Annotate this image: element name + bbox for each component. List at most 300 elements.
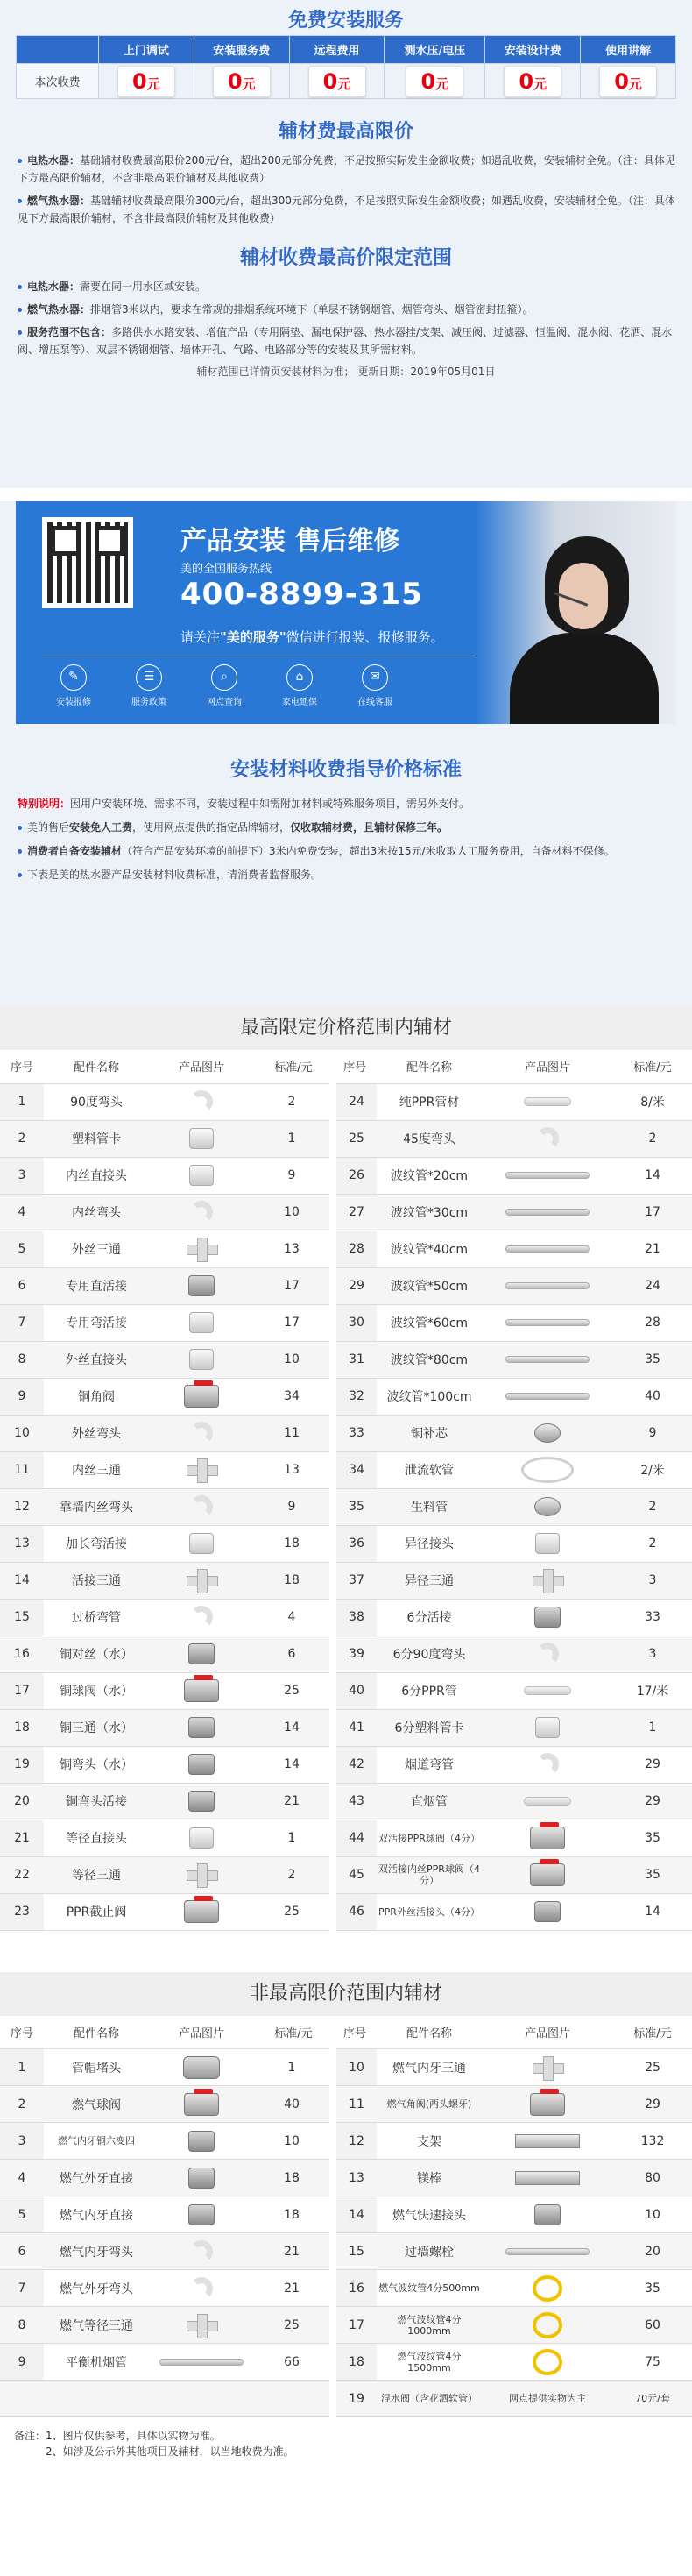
guide-special-label: 特别说明：: [18, 798, 71, 810]
zero-price: 0元: [117, 66, 175, 97]
footnote-line: 2、如涉及公示外其他项目及辅材，以当地收费为准。: [46, 2445, 294, 2458]
product-metal-icon: [188, 2168, 215, 2189]
item-number: 44: [333, 1820, 377, 1856]
item-number: 6: [0, 1267, 44, 1304]
guide-item: [16, 819, 676, 837]
item-name: 双活接内丝PPR球阀（4分）: [377, 1856, 482, 1893]
table-row: [0, 2196, 692, 2233]
product-tee-icon: [533, 2056, 562, 2079]
table-header-cell: 产品图片: [482, 2016, 613, 2049]
item-name: 铜补芯: [377, 1415, 482, 1451]
item-number: 2: [0, 2086, 44, 2123]
item-price: 1: [613, 1709, 692, 1746]
table2-title: 非最高限价范围内辅材: [0, 1972, 692, 2016]
product-pic-text: 网点提供实物为主: [509, 2393, 586, 2404]
table-row: [0, 1636, 692, 1672]
zero-unit: 元: [242, 75, 256, 92]
item-price: 24: [613, 1267, 692, 1304]
table-header-cell: 序号: [0, 2016, 44, 2049]
product-elbow-icon: [190, 2277, 213, 2300]
fee-value-cell: [99, 64, 194, 99]
bullet-dot-icon: [18, 826, 22, 830]
banner-icon-item[interactable]: [117, 664, 180, 707]
empty-cell: [44, 2381, 149, 2417]
product-elbow-icon: [536, 1753, 559, 1776]
fee-value-cell: [485, 64, 581, 99]
aux-scope-item: [16, 323, 676, 358]
table-header-cell: 配件名称: [377, 1050, 482, 1083]
item-price: 10: [254, 2123, 333, 2160]
guide-item-bold2: 仅收取辅材费，且辅材保修三年。: [290, 821, 448, 834]
item-number: 37: [333, 1562, 377, 1599]
item-price: 13: [254, 1451, 333, 1488]
table-row: [0, 1746, 692, 1783]
table-header-cell: 配件名称: [377, 2016, 482, 2049]
guide-item-text: （符合产品安装环境的前提下）3米内免费安装，超出3米按15元/米收取人工服务费用，自备材料不保修。: [122, 845, 615, 857]
service-icon: ⌕: [211, 664, 237, 691]
fee-header-cell: 测水压/电压: [385, 36, 485, 64]
bullet-dot-icon: [18, 285, 22, 289]
item-number: 2: [0, 1120, 44, 1157]
item-number: 41: [333, 1709, 377, 1746]
aux-max-item-text: 基础辅材收费最高限价200元/台，超出200元部分免费，不足按照实际发生金额收费；如遇乱收费，安装辅材全免。（注：具体见下方最高限价辅材，不含非最高限价辅材及其他收费）: [18, 154, 675, 184]
table-row: [0, 1893, 692, 1930]
table-row: [0, 1562, 692, 1599]
item-name: 内丝弯头: [44, 1194, 149, 1231]
item-price: 21: [254, 1783, 333, 1820]
item-price: 29: [613, 1783, 692, 1820]
banner-icon-label: 安装报修: [56, 698, 91, 707]
guide-section: [0, 749, 692, 1006]
item-price: 18: [254, 1525, 333, 1562]
item-name: 管帽堵头: [44, 2049, 149, 2086]
item-name: 内丝三通: [44, 1451, 149, 1488]
item-number: 5: [0, 1231, 44, 1267]
item-picture: [149, 1856, 254, 1893]
item-name: 波纹管*40cm: [377, 1231, 482, 1267]
item-name: 支架: [377, 2123, 482, 2160]
item-picture: [149, 1636, 254, 1672]
item-number: 10: [0, 1415, 44, 1451]
table-header-cell: 产品图片: [149, 2016, 254, 2049]
item-picture: [149, 1341, 254, 1378]
item-picture: [482, 1267, 613, 1304]
table-row: [0, 1341, 692, 1378]
product-elbow-icon: [190, 2240, 213, 2263]
table-row: [0, 1709, 692, 1746]
fee-row-label: 本次收费: [17, 64, 99, 99]
item-picture: [149, 2160, 254, 2196]
zero-price: 0元: [599, 66, 657, 97]
bullet-dot-icon: [18, 849, 22, 854]
footnotes: [0, 2417, 692, 2470]
item-number: 5: [0, 2196, 44, 2233]
product-elbow-icon: [190, 1422, 213, 1444]
item-name: 波纹管*50cm: [377, 1267, 482, 1304]
item-number: 46: [333, 1893, 377, 1930]
item-name: 靠墙内丝弯头: [44, 1488, 149, 1525]
service-icon: ✉: [362, 664, 388, 691]
item-price: 1: [254, 2049, 333, 2086]
item-number: 40: [333, 1672, 377, 1709]
aux-scope-item-text: 多路供水水路安装、增值产品（专用隔垫、漏电保护器、热水器挂/支架、减压阀、过滤器、恒温阀、混水阀、花洒、混水阀、增压泵等）、双层不锈钢烟管、墙体开孔、气路、电路部分等的安装及其所需材料。: [18, 326, 673, 356]
item-price: 13: [254, 1231, 333, 1267]
item-number: 9: [0, 2344, 44, 2381]
table-row: [0, 2344, 692, 2381]
item-picture: [149, 2307, 254, 2344]
item-picture: [482, 2086, 613, 2123]
item-price: 10: [613, 2196, 692, 2233]
product-elbow-icon: [536, 1127, 559, 1150]
item-name: 45度弯头: [377, 1120, 482, 1157]
product-valve-icon: [184, 2093, 219, 2116]
product-pipe-long-icon: [159, 2359, 244, 2366]
item-picture: [149, 1709, 254, 1746]
aux-max-item-label: 电热水器：: [27, 154, 81, 167]
item-number: 7: [0, 2270, 44, 2307]
item-name: 燃气外牙直接: [44, 2160, 149, 2196]
item-name: 燃气角阀(两头螺牙): [377, 2086, 482, 2123]
item-name: 铜球阀（水）: [44, 1672, 149, 1709]
item-name: 波纹管*80cm: [377, 1341, 482, 1378]
product-coil-icon: [533, 2275, 562, 2302]
aux-scope-note: 辅材范围已详情页安装材料为准； 更新日期：2019年05月01日: [196, 365, 496, 378]
item-picture: [149, 1267, 254, 1304]
item-picture: [482, 2270, 613, 2307]
product-brass-icon: [534, 1423, 561, 1443]
item-picture: [149, 1304, 254, 1341]
item-number: 11: [0, 1451, 44, 1488]
product-tee-icon: [187, 1863, 216, 1886]
footnote-line: 备注：1、图片仅供参考，具体以实物为准。: [14, 2430, 221, 2442]
table-row: [0, 1820, 692, 1856]
product-metal-icon: [534, 1607, 561, 1628]
item-number: 30: [333, 1304, 377, 1341]
zero-unit: 元: [533, 75, 547, 92]
item-name: 纯PPR管材: [377, 1083, 482, 1120]
item-price: 66: [254, 2344, 333, 2381]
item-picture: [149, 1672, 254, 1709]
banner-icon-item[interactable]: [268, 664, 331, 707]
item-picture: [149, 1194, 254, 1231]
item-number: 23: [0, 1893, 44, 1930]
item-number: 12: [333, 2123, 377, 2160]
aux-scope-item-label: 燃气热水器：: [27, 303, 91, 316]
table-header-cell: 标准/元: [254, 2016, 333, 2049]
guide-item-text: ，使用网点提供的指定品牌辅材，: [132, 821, 291, 834]
item-picture: [482, 2049, 613, 2086]
item-number: 1: [0, 2049, 44, 2086]
product-cap-icon: [183, 2056, 220, 2079]
guide-title: 安装材料收费指导价格标准: [229, 759, 462, 781]
item-name: 过桥弯管: [44, 1599, 149, 1636]
fee-value-cell: [194, 64, 289, 99]
item-picture: [149, 1378, 254, 1415]
item-name: 铜对丝（水）: [44, 1636, 149, 1672]
zero-price: 0元: [504, 66, 561, 97]
table-row: [0, 1083, 692, 1120]
fee-value-cell: [385, 64, 485, 99]
item-number: 18: [333, 2344, 377, 2381]
banner-icons: [42, 664, 406, 707]
item-price: 35: [613, 1341, 692, 1378]
fee-header-row: [17, 36, 676, 64]
aux-scope-item: [16, 278, 676, 295]
product-elbow-icon: [190, 1090, 213, 1113]
table-row: [0, 1120, 692, 1157]
table-row: [0, 1157, 692, 1194]
guide-special-text: 因用户安装环境、需求不同，安装过程中如需附加材料或特殊服务项目，需另外支付。: [70, 798, 470, 810]
table-row: [0, 1672, 692, 1709]
fee-table: [16, 35, 676, 99]
product-valve-icon: [530, 1827, 565, 1849]
table-header-cell: 产品图片: [149, 1050, 254, 1083]
banner-icon-item[interactable]: [193, 664, 256, 707]
item-picture: [149, 1157, 254, 1194]
item-number: 43: [333, 1783, 377, 1820]
item-price: 9: [254, 1157, 333, 1194]
product-flat-icon: [515, 2171, 580, 2185]
item-picture: [482, 1488, 613, 1525]
fee-header-cell: 远程费用: [289, 36, 385, 64]
table-row: [0, 1231, 692, 1267]
table-row: [0, 2270, 692, 2307]
item-picture: [149, 1820, 254, 1856]
service-icon: ⌂: [286, 664, 313, 691]
item-picture: [149, 1488, 254, 1525]
install-title: 免费安装服务: [287, 10, 404, 32]
item-price: 14: [613, 1157, 692, 1194]
item-picture: [149, 2196, 254, 2233]
product-metal-icon: [188, 1275, 215, 1296]
item-name: 燃气波纹管4分500mm: [377, 2270, 482, 2307]
item-price: 21: [254, 2270, 333, 2307]
item-picture: [482, 2233, 613, 2270]
item-price: 2: [254, 1083, 333, 1120]
item-price: 17: [613, 1194, 692, 1231]
item-number: 29: [333, 1267, 377, 1304]
item-price: 29: [613, 1746, 692, 1783]
item-number: 10: [333, 2049, 377, 2086]
qr-code[interactable]: [42, 517, 133, 608]
item-number: 17: [0, 1672, 44, 1709]
item-name: 双活接PPR球阀（4分）: [377, 1820, 482, 1856]
item-number: 14: [0, 1562, 44, 1599]
aux-scope-item-text: 排烟管3米以内，要求在常规的排烟系统环境下（单层不锈钢烟管、烟管弯头、烟管密封扭箍）。: [90, 303, 533, 316]
zero-unit: 元: [337, 75, 351, 92]
product-pipe-long-icon: [505, 1282, 590, 1289]
item-number: 20: [0, 1783, 44, 1820]
agent-photo: [475, 501, 676, 724]
table-row: [0, 1599, 692, 1636]
product-brass-icon: [534, 1497, 561, 1516]
item-name: 波纹管*100cm: [377, 1378, 482, 1415]
table-header-cell: 产品图片: [482, 1050, 613, 1083]
item-price: 21: [254, 2233, 333, 2270]
item-price: 9: [254, 1488, 333, 1525]
item-price: 25: [254, 1893, 333, 1930]
item-name: 燃气内牙铜六变四: [44, 2123, 149, 2160]
item-picture: [149, 1451, 254, 1488]
table-row: [0, 2123, 692, 2160]
item-picture: [149, 2123, 254, 2160]
item-number: 15: [333, 2233, 377, 2270]
table-row: [0, 2233, 692, 2270]
zero-unit: 元: [435, 75, 449, 92]
banner-icon-label: 网点查询: [207, 698, 242, 707]
product-coil-icon: [533, 2312, 562, 2338]
product-tee-icon: [187, 1238, 216, 1260]
item-name: 异径接头: [377, 1525, 482, 1562]
item-price: 80: [613, 2160, 692, 2196]
item-price: 70元/套: [613, 2381, 692, 2417]
item-picture: [482, 1304, 613, 1341]
item-number: 45: [333, 1856, 377, 1893]
product-fit-icon: [189, 1827, 214, 1849]
product-metal-icon: [188, 2131, 215, 2152]
item-name: 烟道弯管: [377, 1746, 482, 1783]
item-number: 24: [333, 1083, 377, 1120]
aux-scope-list: [16, 278, 676, 358]
zero-unit: 元: [628, 75, 642, 92]
item-number: 4: [0, 2160, 44, 2196]
table-row: [0, 1267, 692, 1304]
item-picture: [149, 1746, 254, 1783]
item-picture: [482, 1378, 613, 1415]
item-name: 过墙螺栓: [377, 2233, 482, 2270]
banner-icon-item[interactable]: [343, 664, 406, 707]
product-valve-icon: [530, 2093, 565, 2116]
item-price: 40: [254, 2086, 333, 2123]
service-banner: [16, 501, 676, 724]
product-elbow-icon: [190, 1606, 213, 1629]
product-metal-icon: [188, 1717, 215, 1738]
item-picture: [482, 1856, 613, 1893]
item-price: 2: [613, 1488, 692, 1525]
item-price: 14: [254, 1746, 333, 1783]
install-section: [0, 0, 692, 488]
product-fit-icon: [535, 1533, 560, 1554]
fee-header-cell: 使用讲解: [581, 36, 676, 64]
product-tee-icon: [187, 1458, 216, 1481]
product-fit-icon: [189, 1312, 214, 1333]
item-price: 18: [254, 2196, 333, 2233]
item-price: 20: [613, 2233, 692, 2270]
product-metal-icon: [188, 1791, 215, 1812]
fee-header-cell: 上门调试: [99, 36, 194, 64]
product-pipe-long-icon: [505, 2248, 590, 2255]
item-name: 燃气内牙直接: [44, 2196, 149, 2233]
item-picture: [149, 1120, 254, 1157]
item-price: 8/米: [613, 1083, 692, 1120]
item-picture: [482, 2307, 613, 2344]
table-row: [0, 2049, 692, 2086]
product-hose-icon: [521, 1457, 574, 1483]
item-number: 16: [333, 2270, 377, 2307]
banner-icon-item[interactable]: [42, 664, 105, 707]
item-name: 燃气内牙弯头: [44, 2233, 149, 2270]
item-number: 21: [0, 1820, 44, 1856]
item-name: 混水阀（含花洒软管）: [377, 2381, 482, 2417]
product-tee-icon: [187, 2314, 216, 2337]
table1-title: 最高限定价格范围内辅材: [0, 1006, 692, 1050]
aux-scope-item-label: 服务范围不包含：: [27, 326, 112, 338]
item-name: 外丝直接头: [44, 1341, 149, 1378]
table-row: [0, 2160, 692, 2196]
item-picture: [149, 1562, 254, 1599]
item-picture: [482, 1746, 613, 1783]
bullet-dot-icon: [18, 308, 22, 312]
item-name: 波纹管*30cm: [377, 1194, 482, 1231]
item-price: 2: [254, 1856, 333, 1893]
item-picture: [482, 1893, 613, 1930]
zero-price: 0元: [406, 66, 463, 97]
table-header-cell: 序号: [0, 1050, 44, 1083]
item-name: 外丝弯头: [44, 1415, 149, 1451]
item-number: 12: [0, 1488, 44, 1525]
item-picture: [149, 1083, 254, 1120]
banner-icon-label: 在线客服: [357, 698, 392, 707]
item-name: 燃气球阀: [44, 2086, 149, 2123]
item-name: 燃气波纹管4分1500mm: [377, 2344, 482, 2381]
bullet-dot-icon: [18, 199, 22, 203]
product-fit-icon: [189, 1128, 214, 1149]
fee-value-row: [17, 64, 676, 99]
item-picture: [149, 1231, 254, 1267]
item-name: 90度弯头: [44, 1083, 149, 1120]
item-name: 专用弯活接: [44, 1304, 149, 1341]
item-price: 18: [254, 1562, 333, 1599]
aux-max-item: [16, 152, 676, 187]
product-metal-icon: [188, 1754, 215, 1775]
product-pipe-long-icon: [505, 1172, 590, 1179]
item-number: 27: [333, 1194, 377, 1231]
item-number: 31: [333, 1341, 377, 1378]
item-name: PPR截止阀: [44, 1893, 149, 1930]
aux-scope-item-label: 电热水器：: [27, 280, 81, 293]
banner-phone[interactable]: 400-8899-315: [180, 577, 423, 612]
product-valve-icon: [184, 1385, 219, 1408]
table-row: [0, 1525, 692, 1562]
item-price: 35: [613, 1856, 692, 1893]
item-number: 35: [333, 1488, 377, 1525]
item-name: 铜三通（水）: [44, 1709, 149, 1746]
item-price: 2/米: [613, 1451, 692, 1488]
product-fit-icon: [189, 1533, 214, 1554]
item-name: 燃气内牙三通: [377, 2049, 482, 2086]
item-name: 加长弯活接: [44, 1525, 149, 1562]
product-metal-icon: [188, 1643, 215, 1664]
zero-price: 0元: [308, 66, 366, 97]
product-pipe-long-icon: [505, 1209, 590, 1216]
spacer: [0, 1931, 692, 1972]
table-header-cell: 标准/元: [254, 1050, 333, 1083]
item-picture: [149, 1893, 254, 1930]
item-price: 1: [254, 1820, 333, 1856]
item-name: 生料管: [377, 1488, 482, 1525]
product-elbow-icon: [536, 1643, 559, 1665]
service-icon: ✎: [60, 664, 87, 691]
item-picture: [482, 2160, 613, 2196]
table2: [0, 2016, 692, 2418]
item-name: 燃气外牙弯头: [44, 2270, 149, 2307]
item-picture: [482, 1783, 613, 1820]
item-number: 25: [333, 1120, 377, 1157]
item-picture: [482, 1709, 613, 1746]
item-number: 3: [0, 2123, 44, 2160]
item-price: 1: [254, 1120, 333, 1157]
product-pipe-long-icon: [505, 1356, 590, 1363]
